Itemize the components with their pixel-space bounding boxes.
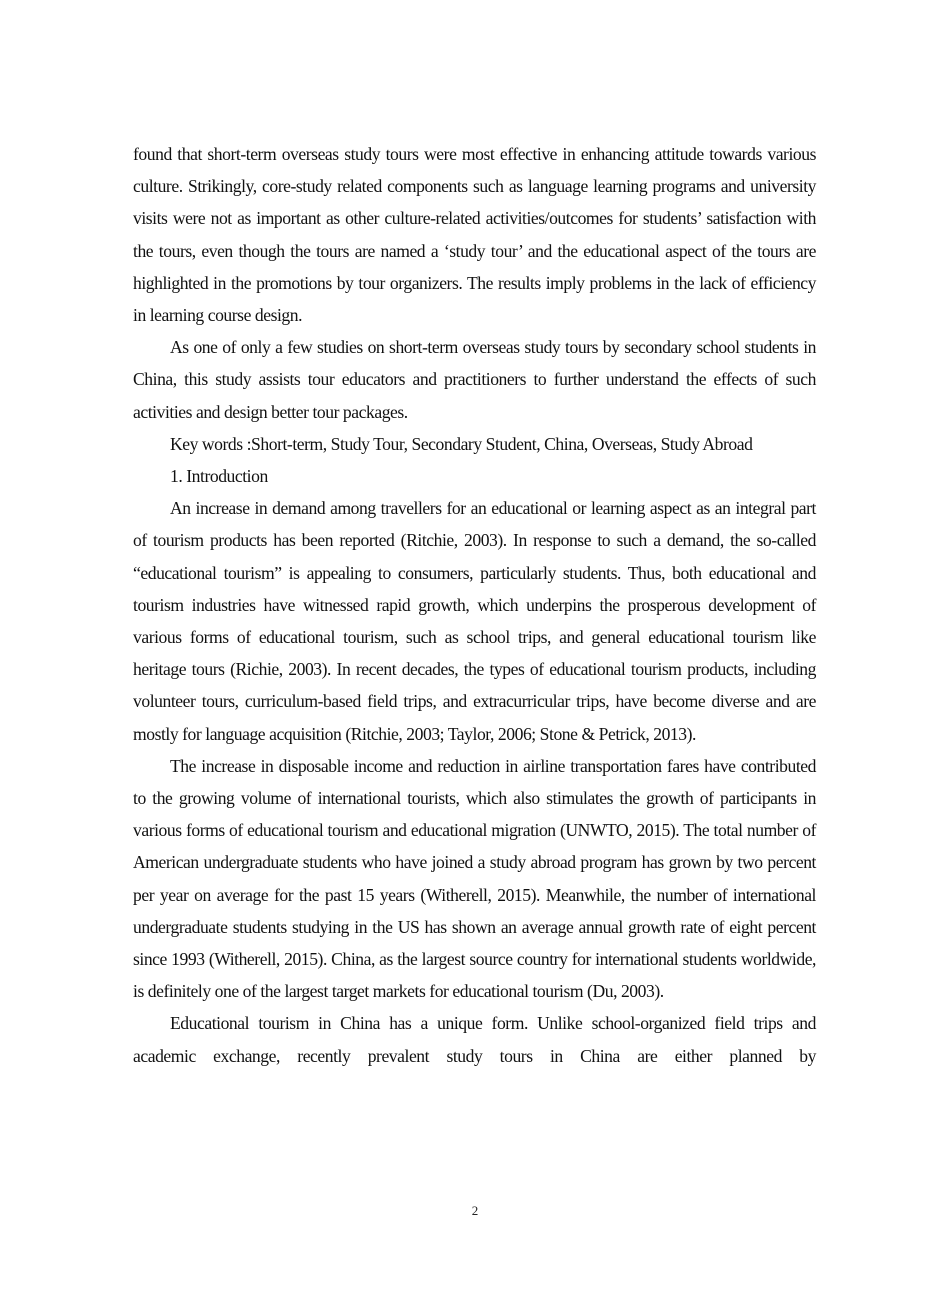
paragraph-intro-demand: An increase in demand among travellers for an educational or learning aspect as an integral part of tourism products has been reported (Ritchie, 2003). In response to such a demand, the so-called “educational tourism” is appealing to consumers, particularly students. Thus, both educational and tourism industries have witnessed rapid growth, which underpins the prosperous development of various forms of educational tourism, such as school trips, and general educational tourism like heritage tours (Richie, 2003). In recent decades, the types of educational tourism products, including volunteer tours, curriculum-based field trips, and extracurricular trips, have become diverse and are mostly for language acquisition (Ritchie, 2003; Taylor, 2006; Stone & Petrick, 2013). [133,498,816,744]
document-page [133,138,816,1072]
page-number: 2 [471,1203,479,1218]
paragraph-keywords: Key words :Short-term, Study Tour, Secondary Student, China, Overseas, Study Abroad [170,433,753,454]
section-heading-introduction: 1. Introduction [170,466,268,487]
paragraph-abstract-contribution: As one of only a few studies on short-term overseas study tours by secondary school students in China, this study assists tour educators and practitioners to further understand the effects of such activities and design better tour packages. [133,337,816,422]
paragraph-intro-china: Educational tourism in China has a unique form. Unlike school-organized field trips and academic exchange, recently prevalent study tours in China are either planned by [133,1013,816,1066]
paragraph-intro-growth: The increase in disposable income and reduction in airline transportation fares have contributed to the growing volume of international tourists, which also stimulates the growth of participants in various forms of educational tourism and educational migration (UNWTO, 2015). The total number of American undergraduate students who have joined a study abroad program has grown by two percent per year on average for the past 15 years (Witherell, 2015). Meanwhile, the number of international undergraduate students studying in the US has shown an average annual growth rate of eight percent since 1993 (Witherell, 2015). China, as the largest source country for international students worldwide, is definitely one of the largest target markets for educational tourism (Du, 2003). [133,755,816,1002]
paragraph-abstract-findings: found that short-term overseas study tours were most effective in enhancing attitude towards various culture. Strikingly, core-study related components such as language learning programs and university visits were not as important as other culture-related activities/outcomes for students’ satisfaction with the tours, even though the tours are named a ‘study tour’ and the educational aspect of the tours are highlighted in the promotions by tour organizers. The results imply problems in the lack of efficiency in learning course design. [133,144,816,326]
